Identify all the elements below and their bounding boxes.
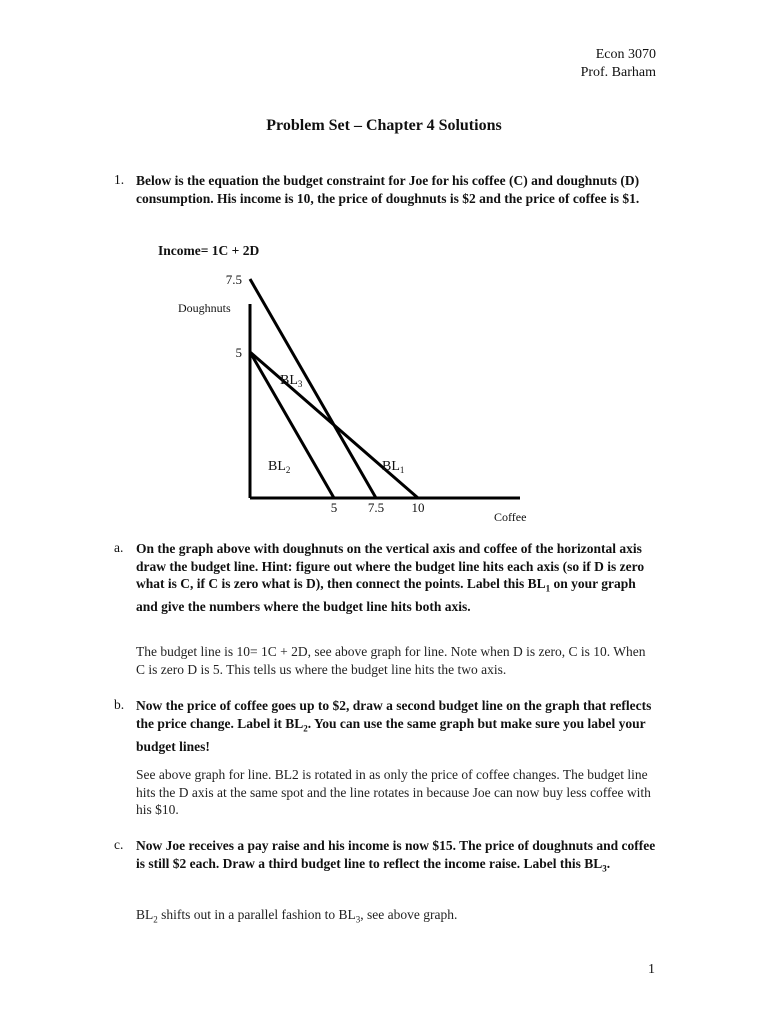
part-a-answer: The budget line is 10= 1C + 2D, see above graph for line. Note when D is zero, C is 10. When C is zero D is 5. This tells us where the budget line hits the two axis. — [136, 644, 646, 677]
budget-line-label-bl1: $BL_1$ — [382, 459, 405, 475]
y-axis-label: Doughnuts — [178, 301, 231, 315]
budget-line-label-bl3: $BL_3$ — [280, 373, 303, 389]
part-b-answer: See above graph for line. BL2 is rotated in as only the price of coffee changes. The budget line hits the D axis at the same spot and the line rotates in because Joe can now buy less coffee with his $10. — [136, 767, 651, 817]
y-tick-label: 5 — [235, 345, 242, 360]
x-tick-label: 5 — [330, 500, 338, 515]
x-tick-label: 10 — [411, 500, 425, 515]
x-axis-label: Coffee — [494, 510, 527, 524]
part-c-answer: $BL_2$ shifts out in a parallel fashion to $BL_3$, see above graph. — [136, 907, 458, 925]
budget-equation: Income= 1C + 2D — [158, 243, 260, 258]
part-b-marker: b. — [114, 697, 125, 712]
question-text: Below is the equation the budget constraint for Joe for his coffee (C) and doughnuts (D) consumption. His income is 10, the price of doughnuts is $2 and the price of coffee is $1. — [136, 173, 640, 206]
professor-label: Prof. Barham — [580, 65, 656, 80]
course-label: Econ 3070 — [595, 47, 656, 62]
page-title: Problem Set – Chapter 4 Solutions — [266, 117, 502, 134]
x-tick-label: 7.5 — [367, 500, 385, 515]
part-c-marker: c. — [114, 837, 124, 852]
y-tick-label: 7.5 — [225, 272, 242, 287]
page-number: 1 — [648, 962, 655, 977]
part-b-question: Now the price of coffee goes up to $2, draw a second budget line on the graph that reflects the price change. Label it $BL_2$. You can use the same graph but make sure you label your budget lines! — [136, 698, 652, 754]
part-a-question: On the graph above with doughnuts on the vertical axis and coffee of the horizontal axis draw the budget line. Hint: figure out where the budget line hits each axis (so if D is zero what is C, if C is zero what is D), then connect the points. Label this $BL_1$ on your graph and give the numbers where the budget line hits both axis. — [136, 541, 645, 615]
budget-line-label-bl2: $BL_2$ — [268, 459, 291, 475]
part-a-marker: a. — [114, 540, 124, 555]
question-number: 1. — [114, 172, 125, 187]
part-c-question: Now Joe receives a pay raise and his income is now $15. The price of doughnuts and coffee is still $2 each. Draw a third budget line to reflect the income raise. Label this $BL_3$. — [136, 838, 656, 874]
